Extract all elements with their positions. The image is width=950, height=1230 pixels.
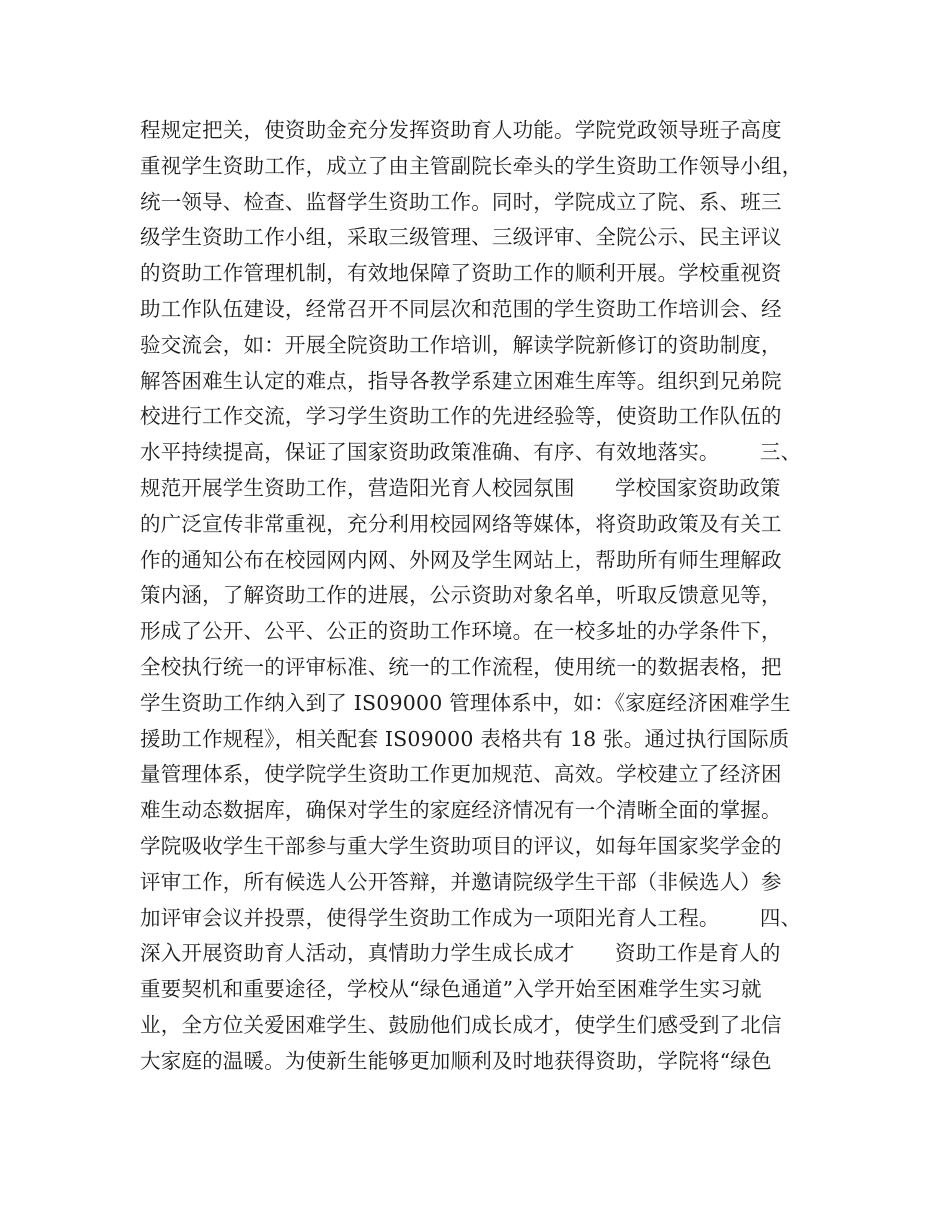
- text-line: 援助工作规程》，相关配套 IS09000 表格共有 18 张。通过执行国际质: [140, 726, 790, 751]
- text-line: 全校执行统一的评审标准、统一的工作流程，使用统一的数据表格，把: [140, 654, 782, 679]
- text-line: 验交流会，如：开展全院资助工作培训，解读学院新修订的资助制度，: [140, 332, 782, 357]
- text-line: 学院吸收学生干部参与重大学生资助项目的评议，如每年国家奖学金的: [140, 833, 782, 858]
- text-line: 量管理体系，使学院学生资助工作更加规范、高效。学校建立了经济困: [140, 762, 782, 787]
- text-line: 作的通知公布在校园网内网、外网及学生网站上，帮助所有师生理解政: [140, 547, 782, 572]
- text-line: 业，全方位关爱困难学生、鼓励他们成长成才，使学生们感受到了北信: [140, 1012, 782, 1037]
- text-line: 的广泛宣传非常重视，充分利用校园网络等媒体，将资助政策及有关工: [140, 511, 782, 536]
- text-line: 评审工作，所有候选人公开答辩，并邀请院级学生干部（非候选人）参: [140, 869, 782, 894]
- text-line: 统一领导、检查、监督学生资助工作。同时，学院成立了院、系、班三: [140, 189, 782, 214]
- text-line: 加评审会议并投票，使得学生资助工作成为一项阳光育人工程。 四、: [140, 905, 802, 930]
- text-line: 深入开展资助育人活动，真情助力学生成长成才 资助工作是育人的: [140, 941, 781, 966]
- text-line: 校进行工作交流，学习学生资助工作的先进经验等，使资助工作队伍的: [140, 404, 782, 429]
- body-text: [140, 113, 840, 1080]
- text-line: 大家庭的温暖。为使新生能够更加顺利及时地获得资助，学院将“绿色: [140, 1048, 772, 1073]
- text-line: 难生动态数据库，确保对学生的家庭经济情况有一个清晰全面的掌握。: [140, 798, 782, 823]
- text-line: 级学生资助工作小组，采取三级管理、三级评审、全院公示、民主评议: [140, 225, 782, 250]
- text-line: 形成了公开、公平、公正的资助工作环境。在一校多址的办学条件下，: [140, 619, 782, 644]
- text-line: 策内涵，了解资助工作的进展，公示资助对象名单，听取反馈意见等，: [140, 583, 782, 608]
- text-line: 水平持续提高，保证了国家资助政策准确、有序、有效地落实。 三、: [140, 440, 802, 465]
- text-line: 规范开展学生资助工作，营造阳光育人校园氛围 学校国家资助政策: [140, 475, 781, 500]
- text-line: 程规定把关，使资助金充分发挥资助育人功能。学院党政领导班子高度: [140, 118, 782, 142]
- text-line: 学生资助工作纳入到了 IS09000 管理体系中，如：《家庭经济困难学生: [140, 690, 791, 715]
- text-line: 助工作队伍建设，经常召开不同层次和范围的学生资助工作培训会、经: [140, 296, 782, 321]
- text-line: 解答困难生认定的难点，指导各教学系建立困难生库等。组织到兄弟院: [140, 368, 782, 393]
- text-line: 的资助工作管理机制，有效地保障了资助工作的顺利开展。学校重视资: [140, 261, 782, 286]
- text-line: 重视学生资助工作，成立了由主管副院长牵头的学生资助工作领导小组，: [140, 153, 803, 178]
- text-line: 重要契机和重要途径，学校从“绿色通道”入学开始至困难学生实习就: [140, 977, 762, 1002]
